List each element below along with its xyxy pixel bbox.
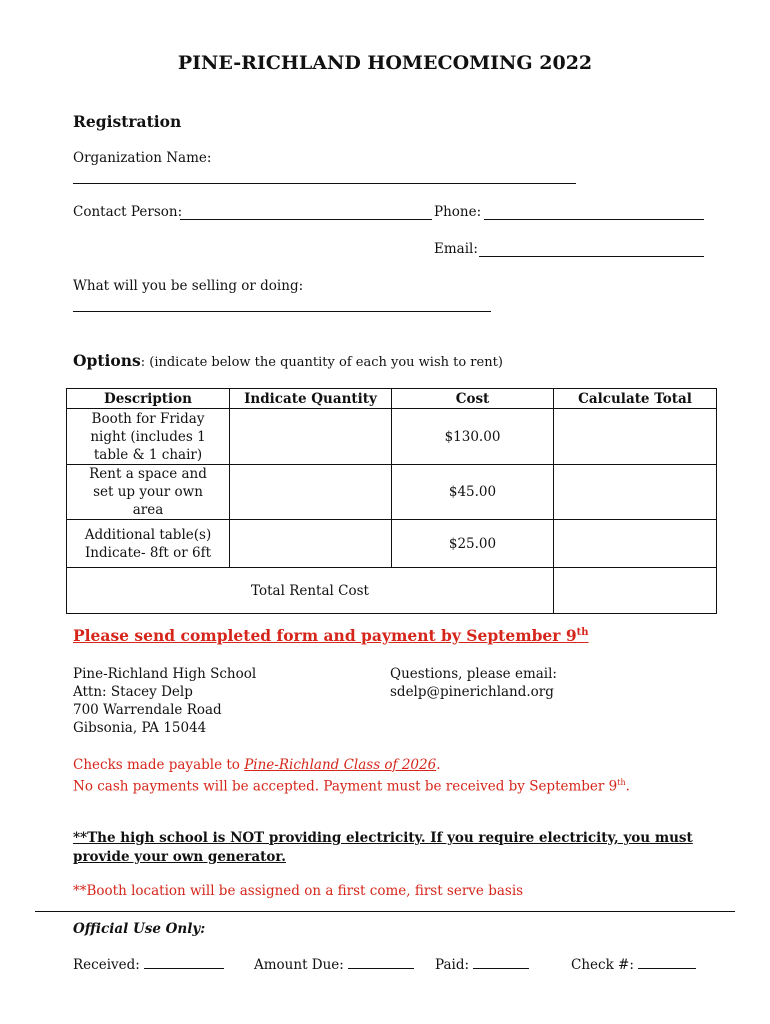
address-line: Pine-Richland High School <box>73 666 257 682</box>
address-line: Gibsonia, PA 15044 <box>73 720 207 736</box>
paid-field[interactable] <box>473 956 529 969</box>
org-name-label: Organization Name: <box>73 150 212 166</box>
quantity-cell[interactable] <box>230 520 392 568</box>
table-row <box>67 520 717 568</box>
row-cost: $130.00 <box>392 409 554 465</box>
col-quantity: Indicate Quantity <box>230 389 392 409</box>
col-total: Calculate Total <box>554 389 717 409</box>
check-number-label: Check #: <box>571 956 696 973</box>
grand-total-cell[interactable] <box>554 568 717 614</box>
amount-due-label: Amount Due: <box>254 956 414 973</box>
org-name-field[interactable] <box>73 183 576 184</box>
row-description: Rent a space and set up your own area <box>67 465 230 520</box>
official-divider <box>35 911 735 912</box>
selling-label: What will you be selling or doing: <box>73 278 304 294</box>
col-cost: Cost <box>392 389 554 409</box>
received-label: Received: <box>73 956 224 973</box>
email-field[interactable] <box>479 256 704 257</box>
questions-email[interactable]: sdelp@pinerichland.org <box>390 684 554 700</box>
contact-person-label: Contact Person: <box>73 204 183 220</box>
address-line: Attn: Stacey Delp <box>73 684 193 700</box>
quantity-cell[interactable] <box>230 409 392 465</box>
registration-heading: Registration <box>73 112 182 131</box>
row-cost: $25.00 <box>392 520 554 568</box>
total-cell[interactable] <box>554 465 717 520</box>
phone-field[interactable] <box>484 219 704 220</box>
col-description: Description <box>67 389 230 409</box>
amount-due-field[interactable] <box>348 956 414 969</box>
table-row <box>67 409 717 465</box>
address-line: 700 Warrendale Road <box>73 702 222 718</box>
send-by-heading: Please send completed form and payment by September 9th <box>73 626 589 645</box>
options-heading: Options: (indicate below the quantity of each you wish to rent) <box>73 351 503 370</box>
checks-note: Checks made payable to Pine-Richland Class of 2026. No cash payments will be accepted. Payment must be received by September 9th. <box>73 757 630 795</box>
total-rental-label: Total Rental Cost <box>67 568 554 614</box>
table-row <box>67 465 717 520</box>
received-field[interactable] <box>144 956 224 969</box>
rental-table <box>66 388 717 614</box>
total-cell[interactable] <box>554 409 717 465</box>
questions-label: Questions, please email: <box>390 666 557 682</box>
paid-label: Paid: <box>435 956 529 973</box>
check-number-field[interactable] <box>638 956 696 969</box>
booth-location-note: **Booth location will be assigned on a first come, first serve basis <box>73 883 524 899</box>
official-use-heading: Official Use Only: <box>73 921 206 937</box>
row-description: Booth for Friday night (includes 1 table & 1 chair) <box>67 409 230 465</box>
table-row-total <box>67 568 717 614</box>
selling-field[interactable] <box>73 311 491 312</box>
row-description: Additional table(s) Indicate- 8ft or 6ft <box>67 520 230 568</box>
page-title: PINE-RICHLAND HOMECOMING 2022 <box>177 52 593 74</box>
electricity-warning: **The high school is NOT providing electricity. If you require electricity, you must provide your own generator. <box>73 830 693 865</box>
phone-label: Phone: <box>434 204 482 220</box>
row-cost: $45.00 <box>392 465 554 520</box>
quantity-cell[interactable] <box>230 465 392 520</box>
contact-person-field[interactable] <box>180 219 432 220</box>
total-cell[interactable] <box>554 520 717 568</box>
email-label: Email: <box>434 241 478 257</box>
